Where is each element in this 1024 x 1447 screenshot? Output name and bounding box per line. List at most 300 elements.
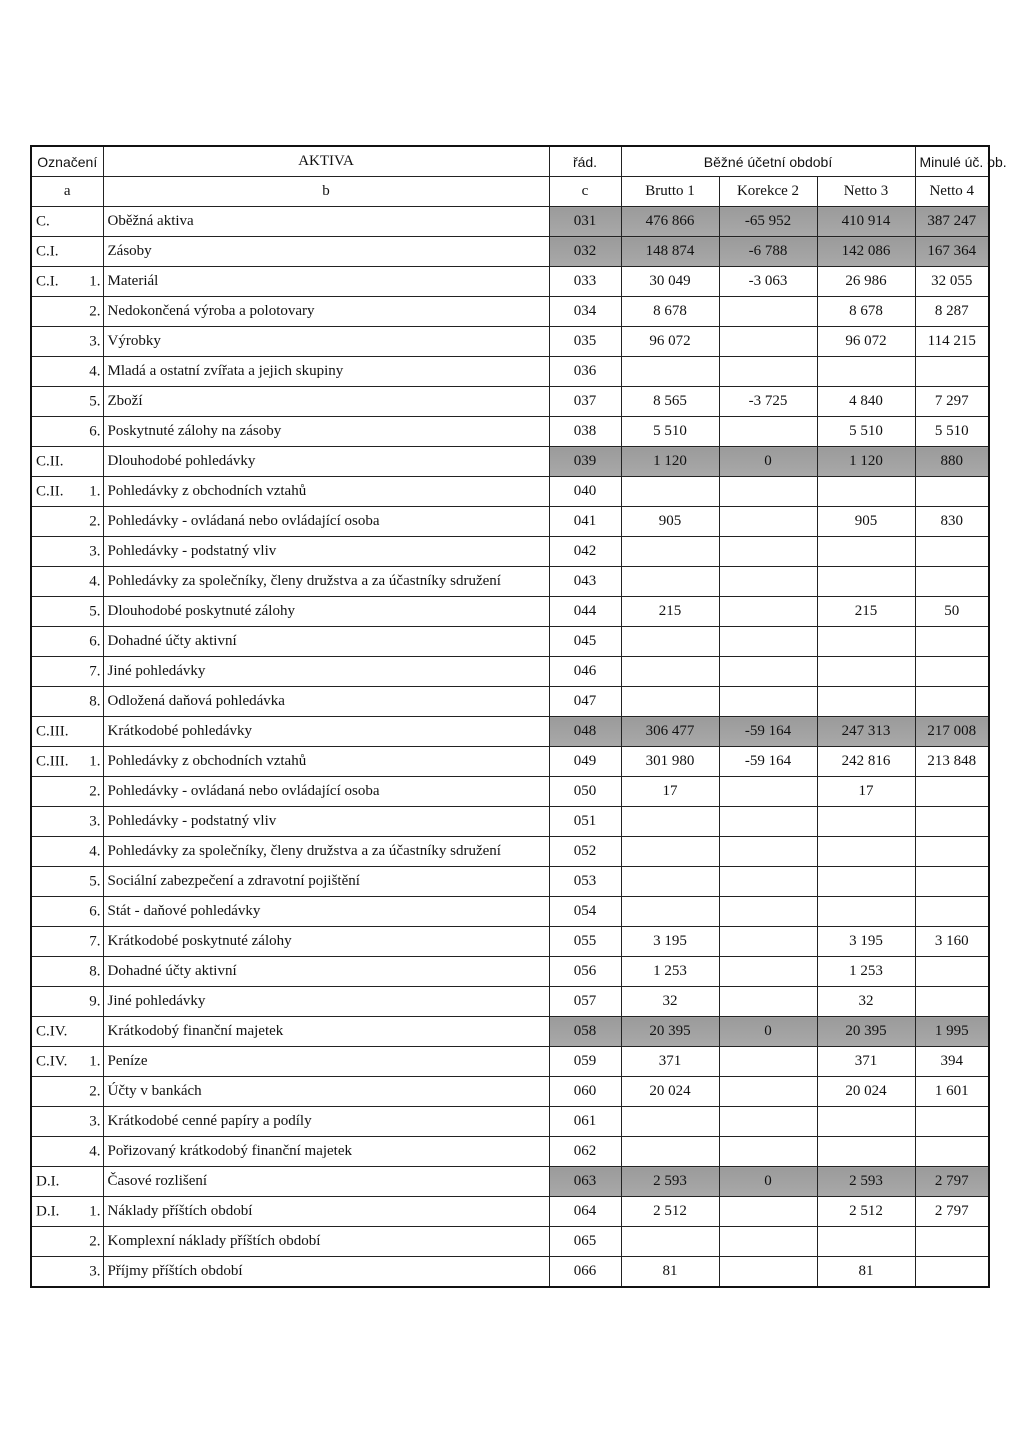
netto-value: 410 914: [817, 207, 915, 237]
mark-subnumber: 1.: [89, 483, 101, 499]
row-mark: [31, 927, 103, 957]
mark-subnumber: 4.: [89, 1143, 101, 1159]
korekce-value: [719, 1077, 817, 1107]
previous-netto-value: [915, 537, 989, 567]
korekce-value: [719, 927, 817, 957]
row-number: 052: [549, 837, 621, 867]
row-mark: [31, 897, 103, 927]
netto-value: 371: [817, 1047, 915, 1077]
previous-netto-value: 217 008: [915, 717, 989, 747]
row-number: 042: [549, 537, 621, 567]
row-number: 066: [549, 1257, 621, 1288]
korekce-value: [719, 1107, 817, 1137]
mark-code: C.II.: [36, 483, 64, 499]
row-label: Účty v bankách: [103, 1077, 549, 1107]
table-row: [31, 1227, 989, 1257]
row-label: Pohledávky za společníky, členy družstva a za účastníky sdružení: [103, 837, 549, 867]
previous-netto-value: 5 510: [915, 417, 989, 447]
brutto-value: 5 510: [621, 417, 719, 447]
col-row-header: řád.: [549, 146, 621, 177]
row-label: Jiné pohledávky: [103, 987, 549, 1017]
previous-netto-value: [915, 897, 989, 927]
row-mark: [31, 387, 103, 417]
mark-subnumber: 3.: [89, 1263, 101, 1279]
previous-netto-value: 1 995: [915, 1017, 989, 1047]
previous-netto-value: 50: [915, 597, 989, 627]
row-number: 045: [549, 627, 621, 657]
row-mark: [31, 717, 103, 747]
row-number: 051: [549, 807, 621, 837]
netto-value: [817, 807, 915, 837]
korekce-value: [719, 357, 817, 387]
row-label: Pohledávky z obchodních vztahů: [103, 477, 549, 507]
korekce-value: [719, 1047, 817, 1077]
netto-value: [817, 1107, 915, 1137]
previous-netto-value: [915, 987, 989, 1017]
netto-value: 905: [817, 507, 915, 537]
brutto-value: 32: [621, 987, 719, 1017]
row-mark: [31, 477, 103, 507]
mark-code: C.IV.: [36, 1053, 68, 1069]
row-mark: [31, 1257, 103, 1288]
previous-netto-value: [915, 867, 989, 897]
row-mark: [31, 987, 103, 1017]
korekce-value: [719, 897, 817, 927]
row-label: Pohledávky - ovládaná nebo ovládající osoba: [103, 777, 549, 807]
row-number: 039: [549, 447, 621, 477]
row-label: Odložená daňová pohledávka: [103, 687, 549, 717]
row-mark: [31, 747, 103, 777]
mark-code: C.III.: [36, 723, 69, 739]
mark-subnumber: 3.: [89, 1113, 101, 1129]
row-number: 041: [549, 507, 621, 537]
row-mark: [31, 237, 103, 267]
table-row: [31, 477, 989, 507]
netto-value: [817, 627, 915, 657]
korekce-value: [719, 417, 817, 447]
korekce-value: -3 725: [719, 387, 817, 417]
netto-value: 26 986: [817, 267, 915, 297]
row-mark: [31, 1227, 103, 1257]
korekce-value: 0: [719, 447, 817, 477]
row-label: Náklady příštích období: [103, 1197, 549, 1227]
table-row: [31, 297, 989, 327]
korekce-value: [719, 1137, 817, 1167]
row-label: Dohadné účty aktivní: [103, 957, 549, 987]
brutto-value: [621, 867, 719, 897]
row-number: 038: [549, 417, 621, 447]
netto-value: 20 395: [817, 1017, 915, 1047]
korekce-value: [719, 597, 817, 627]
brutto-value: [621, 807, 719, 837]
table-row: [31, 597, 989, 627]
brutto-value: 905: [621, 507, 719, 537]
netto-value: [817, 687, 915, 717]
mark-subnumber: 9.: [89, 993, 101, 1009]
brutto-value: 148 874: [621, 237, 719, 267]
table-row: [31, 237, 989, 267]
table-row: [31, 1017, 989, 1047]
row-label: Pohledávky - podstatný vliv: [103, 537, 549, 567]
row-number: 055: [549, 927, 621, 957]
netto-value: [817, 357, 915, 387]
mark-subnumber: 7.: [89, 933, 101, 949]
brutto-value: 8 565: [621, 387, 719, 417]
brutto-value: [621, 687, 719, 717]
netto-value: 17: [817, 777, 915, 807]
mark-subnumber: 8.: [89, 693, 101, 709]
row-label: Časové rozlišení: [103, 1167, 549, 1197]
row-mark: [31, 447, 103, 477]
brutto-value: 476 866: [621, 207, 719, 237]
netto-value: [817, 867, 915, 897]
row-label: Oběžná aktiva: [103, 207, 549, 237]
row-mark: [31, 597, 103, 627]
brutto-value: 20 395: [621, 1017, 719, 1047]
korekce-value: [719, 657, 817, 687]
table-row: [31, 567, 989, 597]
row-mark: [31, 507, 103, 537]
table-row: [31, 747, 989, 777]
table-row: [31, 627, 989, 657]
netto-value: [817, 837, 915, 867]
row-number: 048: [549, 717, 621, 747]
previous-netto-value: [915, 477, 989, 507]
row-mark: [31, 1017, 103, 1047]
row-mark: [31, 567, 103, 597]
netto-value: 142 086: [817, 237, 915, 267]
row-mark: [31, 537, 103, 567]
previous-netto-value: [915, 657, 989, 687]
mark-subnumber: 3.: [89, 333, 101, 349]
table-row: [31, 807, 989, 837]
korekce-value: [719, 537, 817, 567]
previous-netto-value: [915, 627, 989, 657]
table-row: [31, 327, 989, 357]
brutto-value: [621, 1227, 719, 1257]
brutto-value: [621, 657, 719, 687]
previous-netto-value: 167 364: [915, 237, 989, 267]
netto-value: 2 512: [817, 1197, 915, 1227]
netto-header: Netto 3: [817, 177, 915, 207]
korekce-value: [719, 627, 817, 657]
netto-value: 215: [817, 597, 915, 627]
row-number: 060: [549, 1077, 621, 1107]
korekce-header: Korekce 2: [719, 177, 817, 207]
previous-netto-value: [915, 1227, 989, 1257]
brutto-value: [621, 1137, 719, 1167]
mark-subnumber: 2.: [89, 1083, 101, 1099]
row-number: 040: [549, 477, 621, 507]
row-label: Příjmy příštích období: [103, 1257, 549, 1288]
table-row: [31, 687, 989, 717]
previous-period-header: Minulé úč. ob.: [915, 146, 989, 177]
table-row: [31, 1167, 989, 1197]
netto-value: 242 816: [817, 747, 915, 777]
row-label: Pořizovaný krátkodobý finanční majetek: [103, 1137, 549, 1167]
row-mark: [31, 1197, 103, 1227]
mark-subnumber: 4.: [89, 363, 101, 379]
brutto-value: 1 253: [621, 957, 719, 987]
netto-value: [817, 537, 915, 567]
row-label: Pohledávky - ovládaná nebo ovládající osoba: [103, 507, 549, 537]
table-row: [31, 987, 989, 1017]
mark-subnumber: 1.: [89, 273, 101, 289]
row-mark: [31, 957, 103, 987]
netto-value: 4 840: [817, 387, 915, 417]
previous-netto-value: 8 287: [915, 297, 989, 327]
previous-netto-value: 3 160: [915, 927, 989, 957]
korekce-value: [719, 957, 817, 987]
mark-subnumber: 6.: [89, 423, 101, 439]
row-mark: [31, 1107, 103, 1137]
row-label: Jiné pohledávky: [103, 657, 549, 687]
row-number: 044: [549, 597, 621, 627]
row-label: Poskytnuté zálohy na zásoby: [103, 417, 549, 447]
table-row: [31, 507, 989, 537]
netto-value: [817, 477, 915, 507]
netto-value: 5 510: [817, 417, 915, 447]
row-number: 046: [549, 657, 621, 687]
row-label: Pohledávky za společníky, členy družstva a za účastníky sdružení: [103, 567, 549, 597]
previous-netto-value: 114 215: [915, 327, 989, 357]
netto-value: [817, 1137, 915, 1167]
mark-code: D.I.: [36, 1203, 60, 1219]
mark-subnumber: 1.: [89, 753, 101, 769]
table-row: [31, 207, 989, 237]
previous-netto-value: 7 297: [915, 387, 989, 417]
row-label: Nedokončená výroba a polotovary: [103, 297, 549, 327]
brutto-value: [621, 477, 719, 507]
row-number: 058: [549, 1017, 621, 1047]
previous-netto-value: 2 797: [915, 1167, 989, 1197]
korekce-value: [719, 837, 817, 867]
brutto-value: 30 049: [621, 267, 719, 297]
row-number: 036: [549, 357, 621, 387]
mark-code: C.: [36, 213, 50, 229]
mark-code: C.IV.: [36, 1023, 68, 1039]
brutto-value: [621, 837, 719, 867]
previous-netto-value: 394: [915, 1047, 989, 1077]
mark-subnumber: 7.: [89, 663, 101, 679]
brutto-value: [621, 567, 719, 597]
row-mark: [31, 687, 103, 717]
previous-netto-value: [915, 1137, 989, 1167]
brutto-value: 306 477: [621, 717, 719, 747]
row-label: Dlouhodobé pohledávky: [103, 447, 549, 477]
mark-subnumber: 6.: [89, 903, 101, 919]
previous-netto-value: 1 601: [915, 1077, 989, 1107]
row-mark: [31, 657, 103, 687]
row-label: Zboží: [103, 387, 549, 417]
netto-value: 32: [817, 987, 915, 1017]
table-row: [31, 447, 989, 477]
mark-subnumber: 4.: [89, 843, 101, 859]
row-label: Pohledávky - podstatný vliv: [103, 807, 549, 837]
previous-netto-value: [915, 837, 989, 867]
mark-subnumber: 2.: [89, 783, 101, 799]
sub-mark-header: a: [31, 177, 103, 207]
previous-netto-value: 830: [915, 507, 989, 537]
header-row-2: [31, 177, 989, 207]
table-row: [31, 1197, 989, 1227]
mark-subnumber: 5.: [89, 873, 101, 889]
korekce-value: [719, 1257, 817, 1288]
row-mark: [31, 1167, 103, 1197]
table-row: [31, 897, 989, 927]
table-row: [31, 1077, 989, 1107]
netto-value: 3 195: [817, 927, 915, 957]
row-label: Výrobky: [103, 327, 549, 357]
table-row: [31, 1107, 989, 1137]
brutto-value: 1 120: [621, 447, 719, 477]
table-row: [31, 777, 989, 807]
row-label: Mladá a ostatní zvířata a jejich skupiny: [103, 357, 549, 387]
korekce-value: [719, 477, 817, 507]
row-number: 047: [549, 687, 621, 717]
row-number: 065: [549, 1227, 621, 1257]
korekce-value: [719, 687, 817, 717]
netto-value: 96 072: [817, 327, 915, 357]
previous-netto-value: [915, 567, 989, 597]
previous-netto-value: [915, 777, 989, 807]
col-name-header: AKTIVA: [103, 146, 549, 177]
table-row: [31, 1047, 989, 1077]
row-mark: [31, 807, 103, 837]
brutto-value: 96 072: [621, 327, 719, 357]
brutto-header: Brutto 1: [621, 177, 719, 207]
row-label: Krátkodobý finanční majetek: [103, 1017, 549, 1047]
table-row: [31, 1257, 989, 1288]
korekce-value: [719, 567, 817, 597]
row-mark: [31, 867, 103, 897]
korekce-value: [719, 297, 817, 327]
row-number: 053: [549, 867, 621, 897]
table-row: [31, 957, 989, 987]
row-label: Pohledávky z obchodních vztahů: [103, 747, 549, 777]
row-mark: [31, 357, 103, 387]
table-row: [31, 537, 989, 567]
korekce-value: -59 164: [719, 717, 817, 747]
row-label: Sociální zabezpečení a zdravotní pojištění: [103, 867, 549, 897]
previous-netto-value: 213 848: [915, 747, 989, 777]
brutto-value: [621, 627, 719, 657]
brutto-value: [621, 1107, 719, 1137]
brutto-value: [621, 537, 719, 567]
korekce-value: [719, 1197, 817, 1227]
netto-value: 1 253: [817, 957, 915, 987]
korekce-value: [719, 777, 817, 807]
row-mark: [31, 1047, 103, 1077]
row-number: 061: [549, 1107, 621, 1137]
table-row: [31, 267, 989, 297]
row-number: 063: [549, 1167, 621, 1197]
previous-netto-value: [915, 1107, 989, 1137]
table-row: [31, 867, 989, 897]
row-mark: [31, 297, 103, 327]
sub-row-header: c: [549, 177, 621, 207]
previous-netto-value: [915, 807, 989, 837]
brutto-value: 20 024: [621, 1077, 719, 1107]
row-label: Stát - daňové pohledávky: [103, 897, 549, 927]
previous-netto-value: [915, 357, 989, 387]
table-row: [31, 717, 989, 747]
table-row: [31, 837, 989, 867]
brutto-value: 17: [621, 777, 719, 807]
assets-table: [30, 145, 1007, 1288]
korekce-value: -65 952: [719, 207, 817, 237]
row-number: 037: [549, 387, 621, 417]
row-mark: [31, 417, 103, 447]
row-number: 049: [549, 747, 621, 777]
row-number: 050: [549, 777, 621, 807]
brutto-value: 8 678: [621, 297, 719, 327]
row-mark: [31, 837, 103, 867]
row-mark: [31, 777, 103, 807]
mark-code: C.I.: [36, 243, 59, 259]
mark-code: C.III.: [36, 753, 69, 769]
korekce-value: -6 788: [719, 237, 817, 267]
row-label: Peníze: [103, 1047, 549, 1077]
previous-netto-value: 2 797: [915, 1197, 989, 1227]
netto-value: 247 313: [817, 717, 915, 747]
mark-subnumber: 2.: [89, 513, 101, 529]
korekce-value: [719, 987, 817, 1017]
row-mark: [31, 627, 103, 657]
row-number: 031: [549, 207, 621, 237]
row-mark: [31, 207, 103, 237]
row-label: Krátkodobé cenné papíry a podíly: [103, 1107, 549, 1137]
previous-netto-value: 880: [915, 447, 989, 477]
korekce-value: [719, 327, 817, 357]
header-row-1: [31, 146, 989, 177]
row-mark: [31, 327, 103, 357]
row-number: 032: [549, 237, 621, 267]
korekce-value: [719, 807, 817, 837]
previous-netto-value: [915, 1257, 989, 1288]
table-row: [31, 927, 989, 957]
previous-netto-value: 387 247: [915, 207, 989, 237]
brutto-value: 81: [621, 1257, 719, 1288]
mark-subnumber: 1.: [89, 1053, 101, 1069]
row-label: Materiál: [103, 267, 549, 297]
row-mark: [31, 267, 103, 297]
netto-value: 20 024: [817, 1077, 915, 1107]
brutto-value: 215: [621, 597, 719, 627]
row-label: Dohadné účty aktivní: [103, 627, 549, 657]
korekce-value: -3 063: [719, 267, 817, 297]
mark-code: C.II.: [36, 453, 64, 469]
row-number: 064: [549, 1197, 621, 1227]
row-label: Komplexní náklady příštích období: [103, 1227, 549, 1257]
korekce-value: [719, 867, 817, 897]
netto-value: 2 593: [817, 1167, 915, 1197]
brutto-value: [621, 897, 719, 927]
row-number: 059: [549, 1047, 621, 1077]
brutto-value: 371: [621, 1047, 719, 1077]
table-row: [31, 387, 989, 417]
row-label: Zásoby: [103, 237, 549, 267]
previous-netto-value: [915, 687, 989, 717]
row-number: 033: [549, 267, 621, 297]
mark-subnumber: 3.: [89, 543, 101, 559]
row-number: 034: [549, 297, 621, 327]
mark-subnumber: 2.: [89, 1233, 101, 1249]
mark-subnumber: 5.: [89, 393, 101, 409]
table-row: [31, 417, 989, 447]
row-label: Krátkodobé poskytnuté zálohy: [103, 927, 549, 957]
balance-sheet: [30, 145, 1007, 1288]
